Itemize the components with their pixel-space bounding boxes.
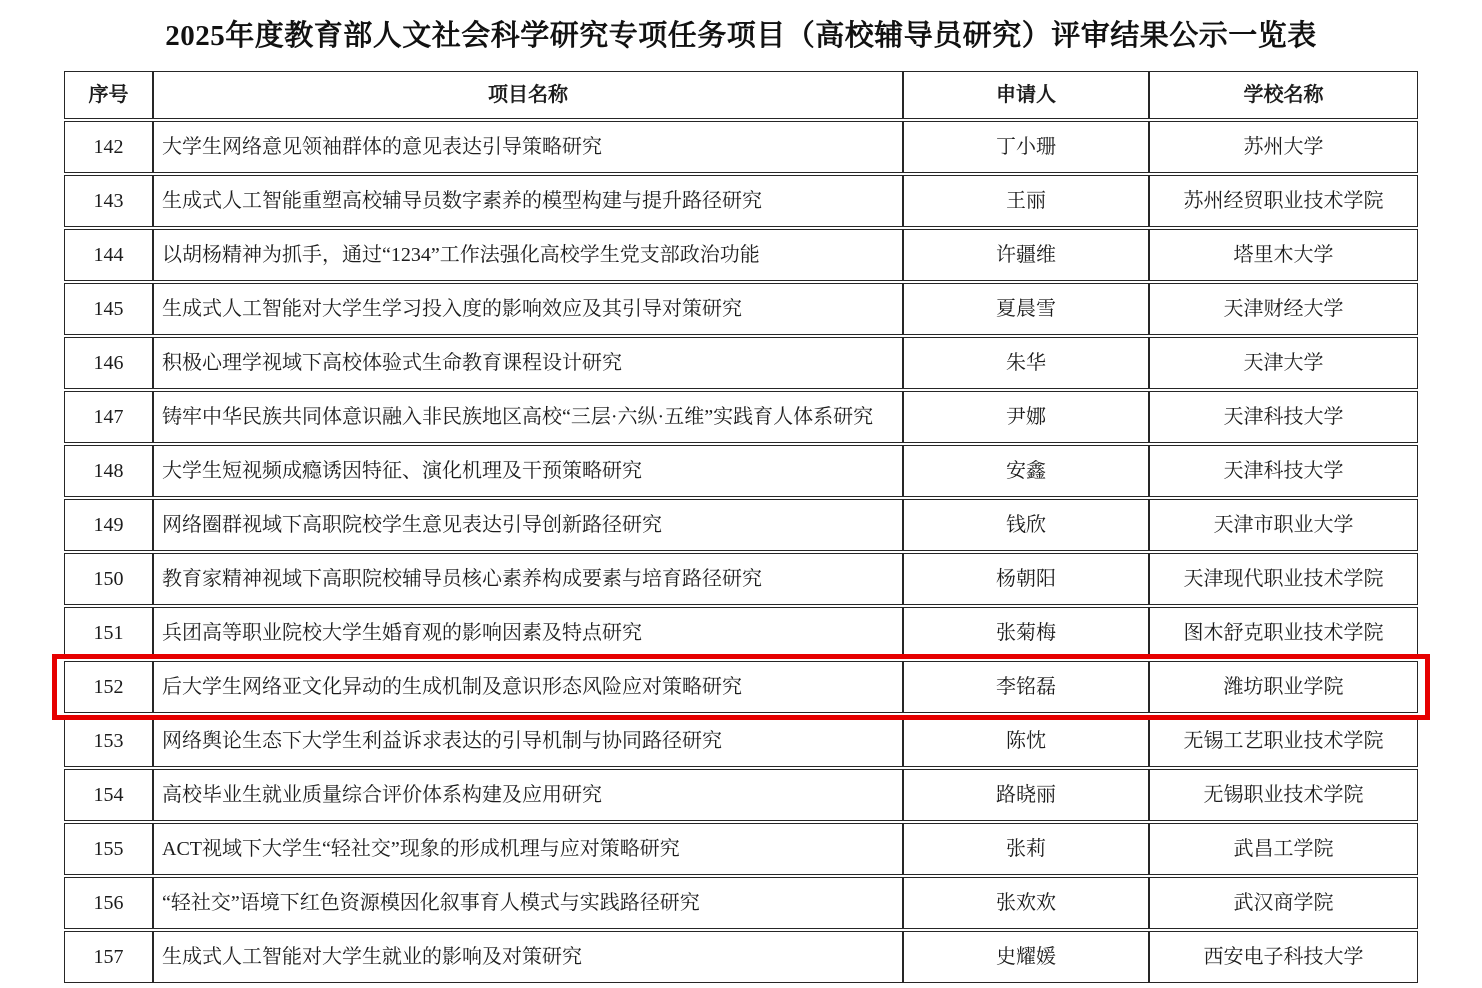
cell-index: 148 [64,445,153,497]
cell-applicant: 路晓丽 [903,769,1149,821]
cell-applicant: 朱华 [903,337,1149,389]
cell-index: 155 [64,823,153,875]
col-header-school-name: 学校名称 [1149,71,1418,119]
cell-index: 152 [64,661,153,713]
cell-applicant: 陈忱 [903,715,1149,767]
cell-school-name: 武汉商学院 [1149,877,1418,929]
cell-project-name: 生成式人工智能对大学生就业的影响及对策研究 [153,931,903,983]
cell-index: 143 [64,175,153,227]
table-row [64,931,1418,983]
cell-index: 144 [64,229,153,281]
cell-school-name: 天津财经大学 [1149,283,1418,335]
cell-applicant: 史耀媛 [903,931,1149,983]
cell-index: 149 [64,499,153,551]
table-row [64,391,1418,443]
table-row [64,769,1418,821]
cell-project-name: 铸牢中华民族共同体意识融入非民族地区高校“三层·六纵·五维”实践育人体系研究 [153,391,903,443]
cell-index: 154 [64,769,153,821]
cell-applicant: 丁小珊 [903,121,1149,173]
cell-applicant: 杨朝阳 [903,553,1149,605]
table-row [64,229,1418,281]
cell-school-name: 西安电子科技大学 [1149,931,1418,983]
table-row [64,499,1418,551]
cell-index: 146 [64,337,153,389]
cell-index: 157 [64,931,153,983]
cell-applicant: 许疆维 [903,229,1149,281]
cell-project-name: 教育家精神视域下高职院校辅导员核心素养构成要素与培育路径研究 [153,553,903,605]
cell-index: 150 [64,553,153,605]
cell-project-name: 积极心理学视域下高校体验式生命教育课程设计研究 [153,337,903,389]
cell-project-name: 高校毕业生就业质量综合评价体系构建及应用研究 [153,769,903,821]
cell-school-name: 天津现代职业技术学院 [1149,553,1418,605]
cell-school-name: 图木舒克职业技术学院 [1149,607,1418,659]
cell-school-name: 无锡职业技术学院 [1149,769,1418,821]
cell-index: 142 [64,121,153,173]
table-row [64,445,1418,497]
cell-school-name: 天津科技大学 [1149,391,1418,443]
cell-project-name: ACT视域下大学生“轻社交”现象的形成机理与应对策略研究 [153,823,903,875]
cell-applicant: 李铭磊 [903,661,1149,713]
cell-school-name: 无锡工艺职业技术学院 [1149,715,1418,767]
cell-project-name: 生成式人工智能对大学生学习投入度的影响效应及其引导对策研究 [153,283,903,335]
cell-school-name: 武昌工学院 [1149,823,1418,875]
cell-project-name: “轻社交”语境下红色资源模因化叙事育人模式与实践路径研究 [153,877,903,929]
table-row [64,121,1418,173]
cell-project-name: 兵团高等职业院校大学生婚育观的影响因素及特点研究 [153,607,903,659]
cell-school-name: 天津大学 [1149,337,1418,389]
cell-project-name: 网络圈群视域下高职院校学生意见表达引导创新路径研究 [153,499,903,551]
cell-project-name: 网络舆论生态下大学生利益诉求表达的引导机制与协同路径研究 [153,715,903,767]
cell-applicant: 钱欣 [903,499,1149,551]
cell-project-name: 后大学生网络亚文化异动的生成机制及意识形态风险应对策略研究 [153,661,903,713]
cell-applicant: 尹娜 [903,391,1149,443]
table-row [64,823,1418,875]
cell-applicant: 安鑫 [903,445,1149,497]
table-row [64,877,1418,929]
cell-index: 156 [64,877,153,929]
cell-school-name: 苏州大学 [1149,121,1418,173]
cell-index: 147 [64,391,153,443]
cell-applicant: 张莉 [903,823,1149,875]
cell-school-name: 塔里木大学 [1149,229,1418,281]
table-row [64,337,1418,389]
cell-index: 145 [64,283,153,335]
cell-project-name: 大学生网络意见领袖群体的意见表达引导策略研究 [153,121,903,173]
cell-applicant: 张菊梅 [903,607,1149,659]
cell-school-name: 潍坊职业学院 [1149,661,1418,713]
table-row [64,715,1418,767]
cell-project-name: 以胡杨精神为抓手，通过“1234”工作法强化高校学生党支部政治功能 [153,229,903,281]
cell-applicant: 王丽 [903,175,1149,227]
col-header-applicant: 申请人 [903,71,1149,119]
cell-project-name: 大学生短视频成瘾诱因特征、演化机理及干预策略研究 [153,445,903,497]
cell-project-name: 生成式人工智能重塑高校辅导员数字素养的模型构建与提升路径研究 [153,175,903,227]
table-row [64,607,1418,659]
cell-index: 153 [64,715,153,767]
page-title: 2025年度教育部人文社会科学研究专项任务项目（高校辅导员研究）评审结果公示一览表 [165,20,1317,52]
col-header-index: 序号 [64,71,153,119]
cell-index: 151 [64,607,153,659]
table-row [64,661,1418,713]
cell-applicant: 夏晨雪 [903,283,1149,335]
cell-school-name: 天津市职业大学 [1149,499,1418,551]
col-header-project-name: 项目名称 [153,71,903,119]
cell-school-name: 天津科技大学 [1149,445,1418,497]
table-row [64,553,1418,605]
table-row [64,175,1418,227]
cell-school-name: 苏州经贸职业技术学院 [1149,175,1418,227]
header-row [64,71,1418,119]
table-row [64,283,1418,335]
results-table [64,69,1418,985]
cell-applicant: 张欢欢 [903,877,1149,929]
